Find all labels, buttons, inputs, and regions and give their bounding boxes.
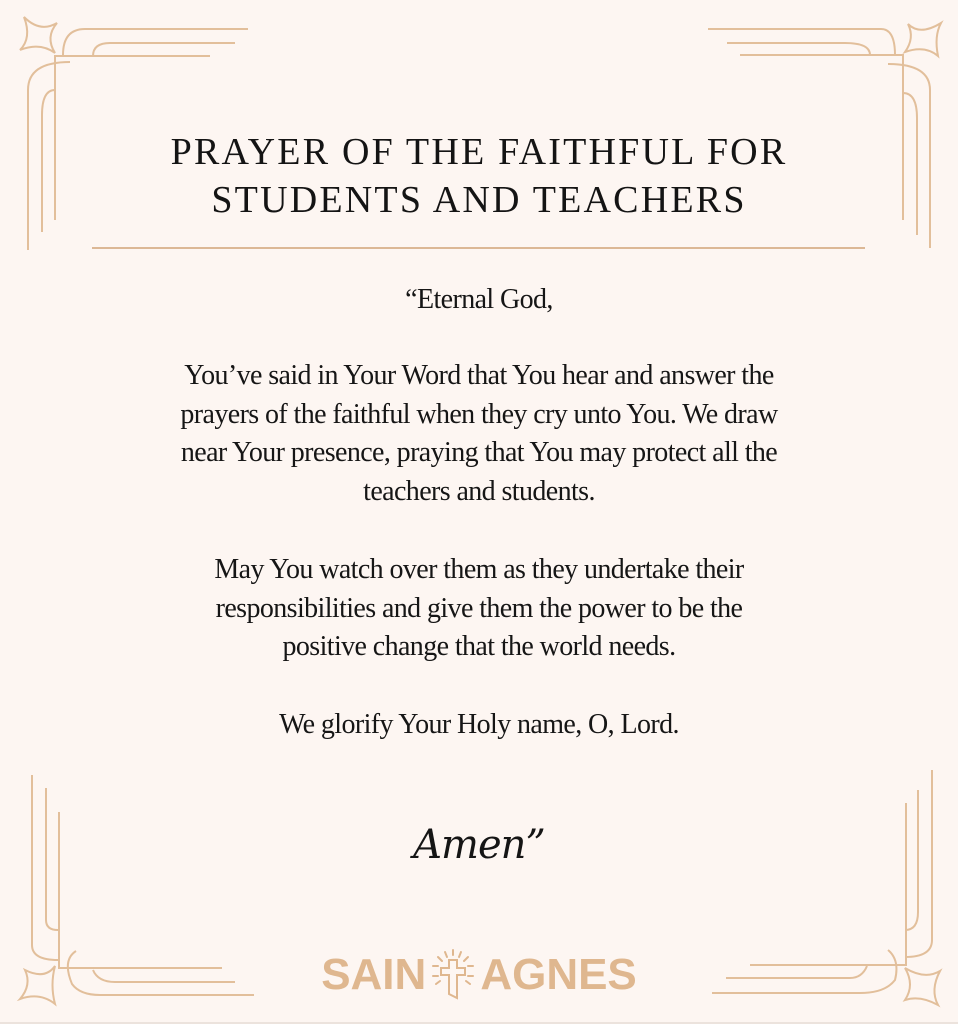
brand-logo — [0, 948, 958, 1002]
cross-with-rays-icon — [430, 948, 476, 1002]
paragraph-line: teachers and students. — [363, 475, 595, 507]
paragraph-line: responsibilities and give them the power to be the — [215, 592, 743, 624]
paragraph-line: positive change that the world needs. — [282, 631, 676, 662]
logo-text-left: SAIN — [321, 950, 427, 999]
page-title — [0, 128, 958, 224]
paragraph-line: near Your presence, praying that You may protect all the — [180, 437, 778, 468]
prayer-paragraph-1 — [60, 357, 898, 511]
title-line-2: STUDENTS AND TEACHERS — [211, 179, 747, 221]
title-divider — [92, 247, 865, 249]
title-line-1: PRAYER OF THE FAITHFUL FOR — [170, 131, 788, 173]
paragraph-line: prayers of the faithful when they cry unto You. We draw — [180, 398, 778, 430]
logo-text-right: AGNES — [480, 950, 637, 999]
paragraph-line: May You watch over them as they undertake their — [214, 554, 744, 585]
paragraph-line: You’ve said in Your Word that You hear and answer the — [184, 360, 774, 391]
prayer-closing: Amen” — [413, 822, 545, 868]
paragraph-line: We glorify Your Holy name, O, Lord. — [279, 709, 679, 740]
prayer-paragraph-2 — [60, 551, 898, 667]
opening-line: “Eternal God, — [405, 284, 553, 315]
prayer-paragraph-3 — [60, 706, 898, 745]
prayer-opening — [60, 281, 898, 320]
